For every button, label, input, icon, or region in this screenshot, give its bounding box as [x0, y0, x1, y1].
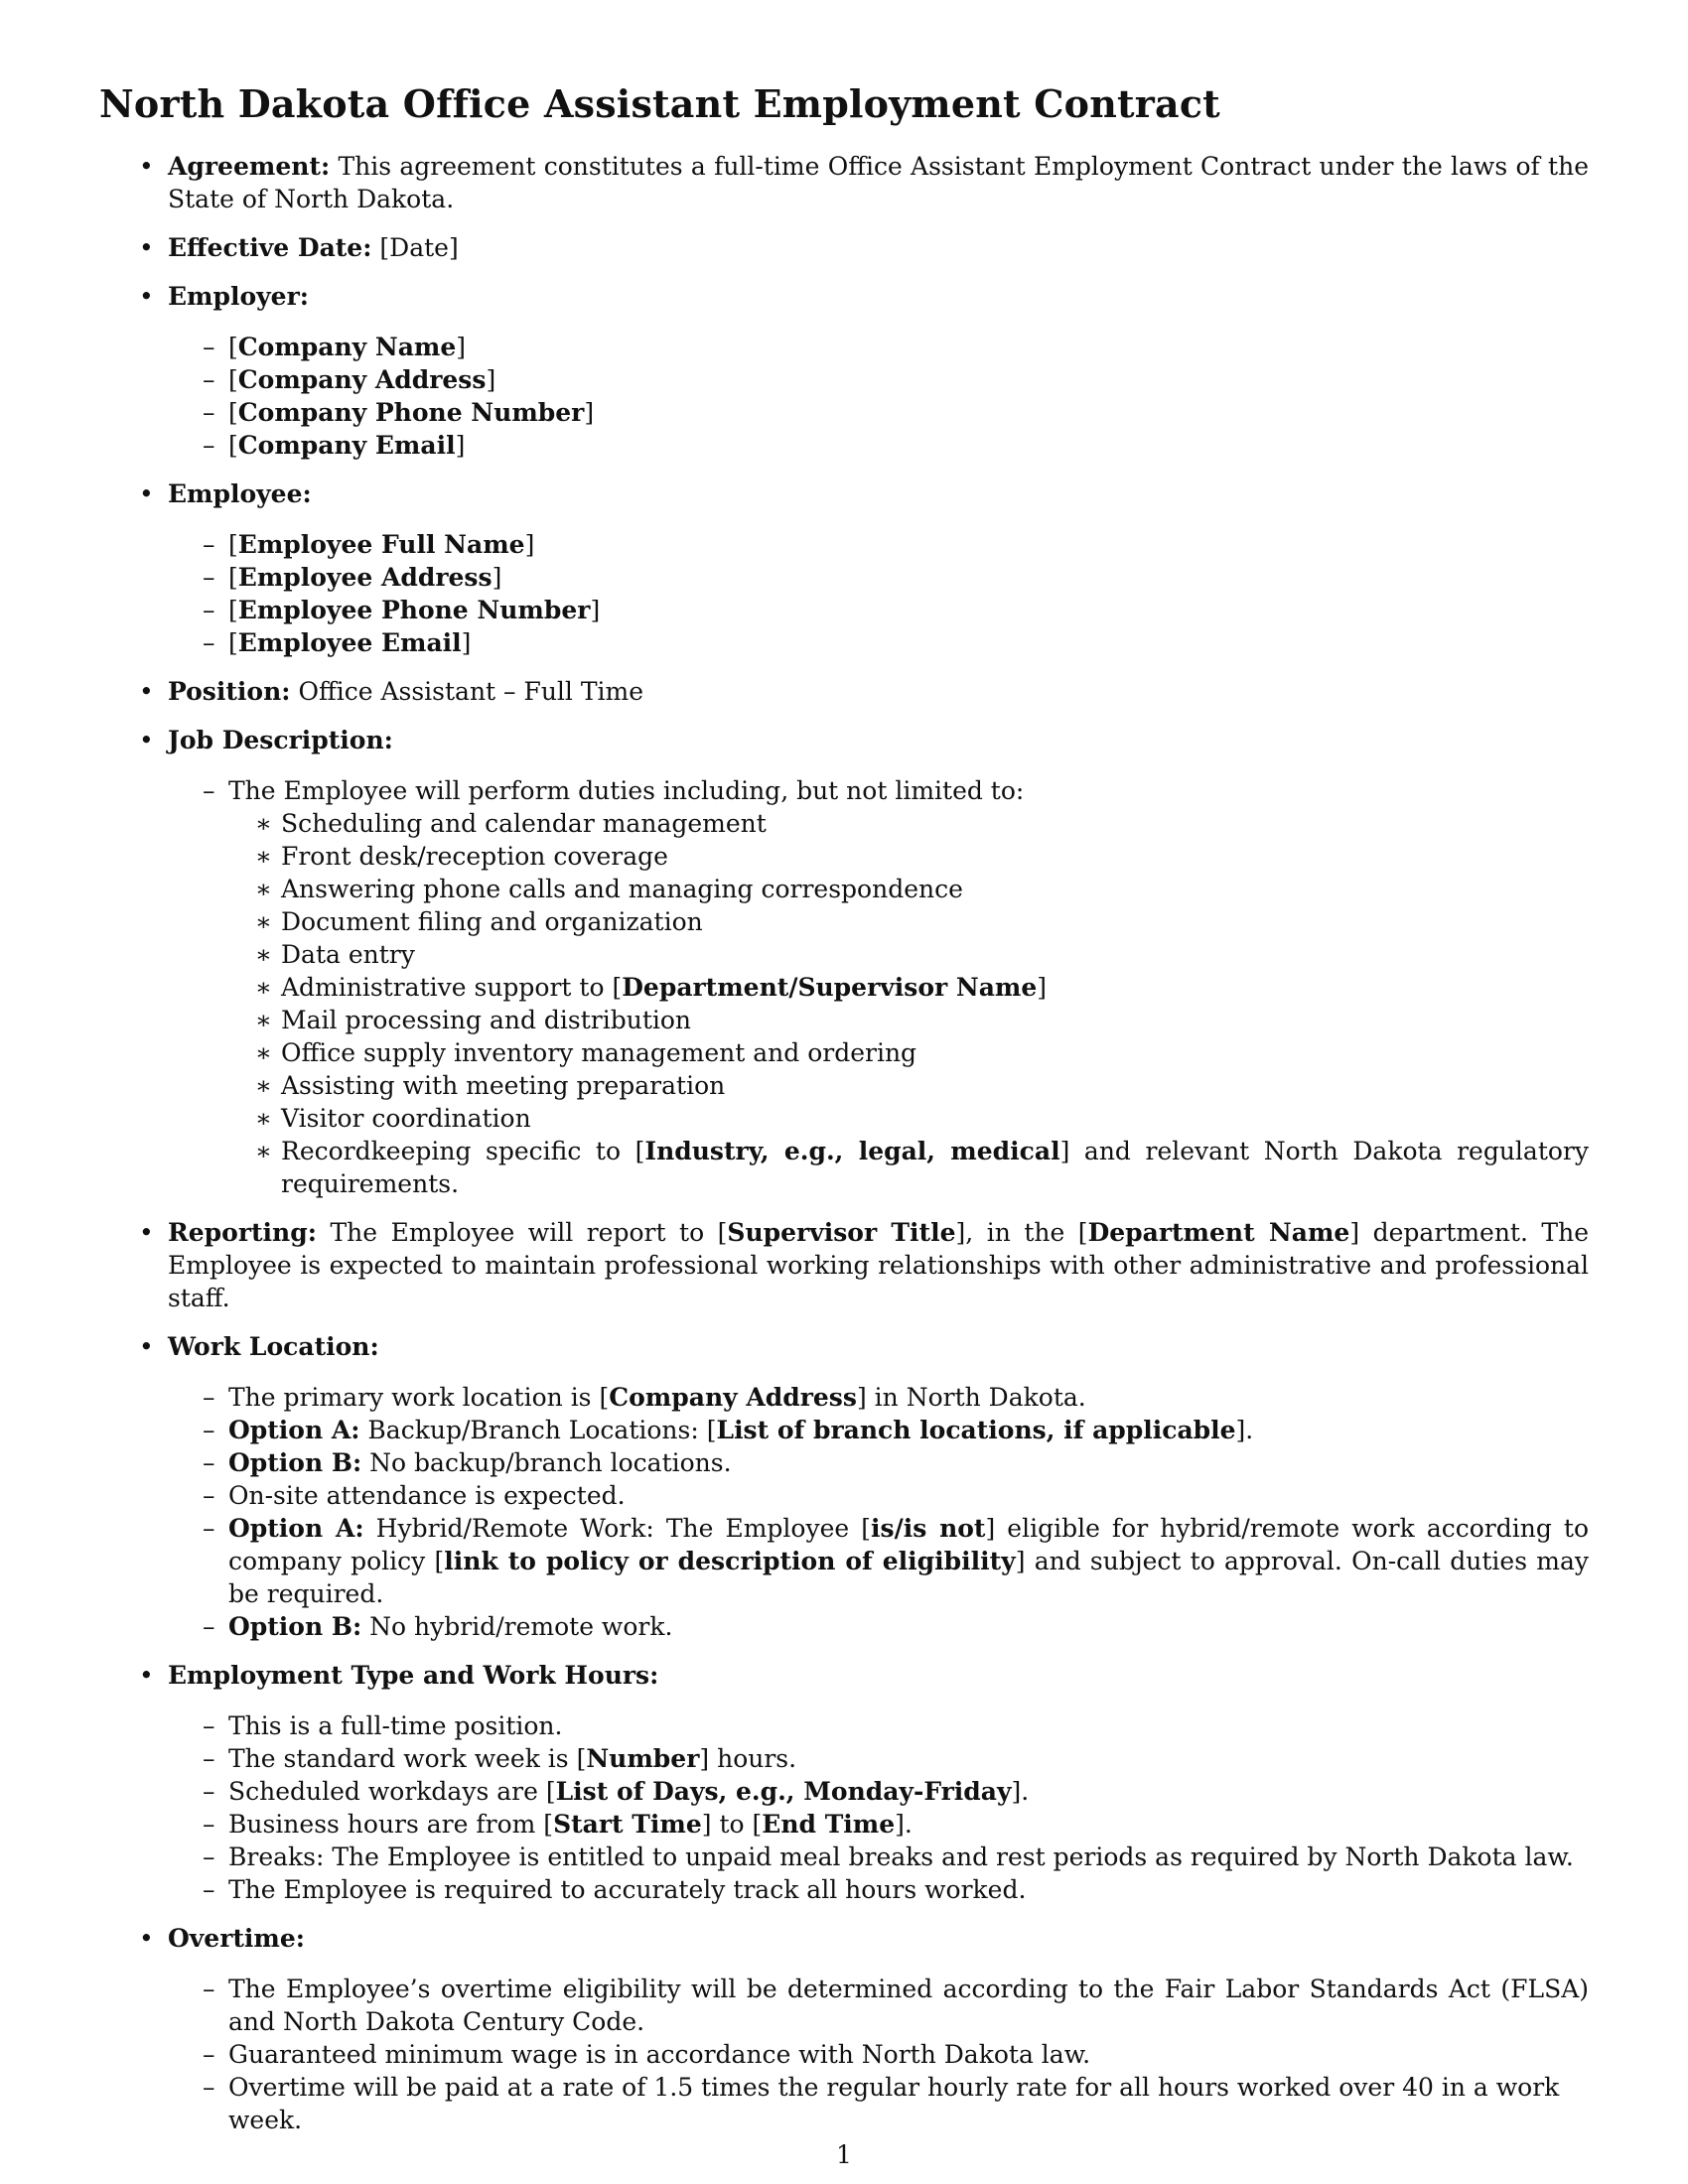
section-job-description	[99, 724, 1589, 1200]
position-value: Office Assistant – Full Time	[298, 677, 644, 706]
hours-label: Employment Type and Work Hours:	[168, 1661, 659, 1690]
duty-item: ∗ Mail processing and distribution	[228, 1004, 1589, 1036]
employee-field: – [Employee Address]	[168, 561, 1589, 594]
hours-item: – The standard work week is [Number] hours.	[168, 1742, 1589, 1775]
hours-item: – Business hours are from [Start Time] to [End Time].	[168, 1808, 1589, 1841]
hours-item: – Scheduled workdays are [List of Days, e.g., Monday-Friday].	[168, 1775, 1589, 1808]
work-location-label: Work Location:	[168, 1332, 379, 1361]
duty-item: ∗ Answering phone calls and managing correspondence	[228, 873, 1589, 905]
employee-field: – [Employee Full Name]	[168, 528, 1589, 561]
employee-label: Employee:	[168, 479, 312, 508]
section-agreement	[99, 150, 1589, 215]
section-overtime	[99, 1922, 1589, 2136]
overtime-item: – Guaranteed minimum wage is in accordance with North Dakota law.	[168, 2038, 1589, 2071]
employee-field: – [Employee Phone Number]	[168, 594, 1589, 626]
duties-list	[228, 807, 1589, 1200]
work-location-item: – On-site attendance is expected.	[168, 1479, 1589, 1512]
employee-field: – [Employee Email]	[168, 626, 1589, 659]
overtime-item: – Overtime will be paid at a rate of 1.5 times the regular hourly rate for all hours worked over 40 in a work week.	[168, 2071, 1589, 2136]
effective-date-label: Effective Date:	[168, 233, 372, 262]
duty-item: ∗ Administrative support to [Department/Supervisor Name]	[228, 971, 1589, 1004]
overtime-item: – The Employee’s overtime eligibility will be determined according to the Fair Labor Standards Act (FLSA) and North Dakota Century Code.	[168, 1973, 1589, 2038]
duty-item: ∗ Data entry	[228, 938, 1589, 971]
duty-item: ∗ Document filing and organization	[228, 905, 1589, 938]
effective-date-value: [Date]	[379, 233, 459, 262]
hours-item: – This is a full-time position.	[168, 1709, 1589, 1742]
duty-item: ∗ Front desk/reception coverage	[228, 840, 1589, 873]
duty-item: ∗ Assisting with meeting preparation	[228, 1069, 1589, 1102]
work-location-item: – Option B: No backup/branch locations.	[168, 1446, 1589, 1479]
contract-sections	[99, 150, 1589, 2136]
employer-label: Employer:	[168, 282, 309, 311]
employer-field: – [Company Address]	[168, 363, 1589, 396]
duty-item: ∗ Office supply inventory management and ordering	[228, 1036, 1589, 1069]
section-employee	[99, 478, 1589, 659]
page-number: 1	[836, 2140, 852, 2169]
duty-item: ∗ Scheduling and calendar management	[228, 807, 1589, 840]
employer-field: – [Company Name]	[168, 331, 1589, 363]
position-label: Position:	[168, 677, 291, 706]
work-location-item: – Option A: Backup/Branch Locations: [List of branch locations, if applicable].	[168, 1414, 1589, 1446]
overtime-label: Overtime:	[168, 1924, 306, 1953]
section-effective-date	[99, 231, 1589, 264]
page-title: North Dakota Office Assistant Employment Contract	[99, 81, 1220, 126]
hours-item: – Breaks: The Employee is entitled to unpaid meal breaks and rest periods as required by North Dakota law.	[168, 1841, 1589, 1873]
employer-field: – [Company Email]	[168, 429, 1589, 462]
work-location-item: – The primary work location is [Company Address] in North Dakota.	[168, 1381, 1589, 1414]
section-hours	[99, 1659, 1589, 1906]
job-description-intro: – The Employee will perform duties including, but not limited to: ∗ Scheduling and calendar management ∗ Front desk/reception coverage ∗ Answering phone calls and managing correspondence ∗ Document filing and organization ∗ Data entry ∗ Administrative support to [Department/Supervisor Name] ∗ Mail processing and distribution ∗ Office supply inventory management and ordering ∗ Assisting with meeting preparation ∗ Visitor coordination ∗ Recordkeeping specific to [Industry, e.g., legal, medical] and relevant North Dakota regulatory requirements.	[168, 774, 1589, 1200]
work-location-item: – Option B: No hybrid/remote work.	[168, 1610, 1589, 1643]
section-reporting: • Reporting: The Employee will report to [Supervisor Title], in the [Department Name] department. The Employee is expected to maintain professional working relationships with other administrative and professional staff.	[99, 1216, 1589, 1314]
document-page	[99, 81, 1589, 2152]
reporting-label: Reporting:	[168, 1218, 317, 1247]
agreement-label: Agreement:	[168, 152, 331, 181]
agreement-text: This agreement constitutes a full-time Office Assistant Employment Contract under the laws of the State of North Dakota.	[168, 152, 1589, 213]
section-employer	[99, 280, 1589, 462]
work-location-item: – Option A: Hybrid/Remote Work: The Employee [is/is not] eligible for hybrid/remote work according to company policy [link to policy or description of eligibility] and subject to approval. On-call duties may be required.	[168, 1512, 1589, 1610]
duty-item: ∗ Visitor coordination	[228, 1102, 1589, 1135]
duty-item: ∗ Recordkeeping specific to [Industry, e.g., legal, medical] and relevant North Dakota regulatory requirements.	[228, 1135, 1589, 1200]
job-description-label: Job Description:	[168, 726, 393, 754]
section-position	[99, 675, 1589, 708]
employer-field: – [Company Phone Number]	[168, 396, 1589, 429]
hours-item: – The Employee is required to accurately track all hours worked.	[168, 1873, 1589, 1906]
section-work-location	[99, 1330, 1589, 1643]
